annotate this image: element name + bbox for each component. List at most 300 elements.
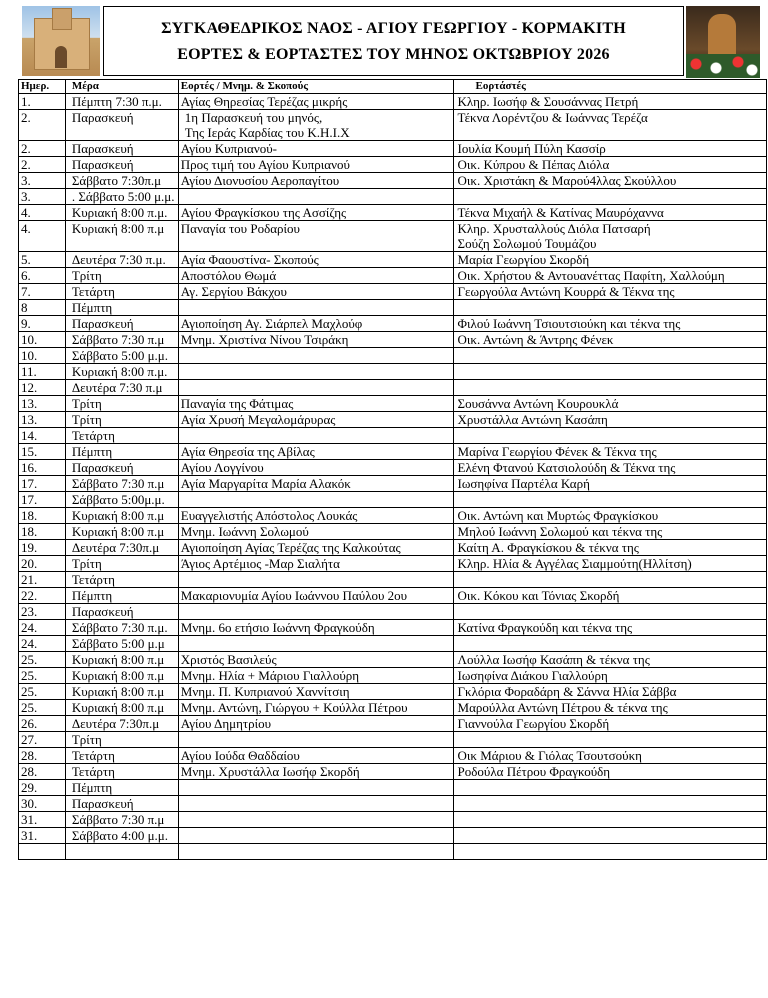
row-feast-text: Παναγία της Φάτιμας bbox=[180, 396, 294, 411]
row-day-number bbox=[19, 316, 66, 332]
row-feast bbox=[178, 412, 453, 428]
row-day-number bbox=[19, 604, 66, 620]
row-day-number bbox=[19, 748, 66, 764]
table-row bbox=[19, 652, 767, 668]
row-feast bbox=[178, 252, 453, 268]
row-weekday-time bbox=[65, 732, 178, 748]
row-feast-text: Άγιος Αρτέμιος -Μαρ Σιαλήτα bbox=[180, 556, 340, 571]
row-weekday-time-text: Τετάρτη bbox=[71, 572, 115, 587]
row-weekday-time bbox=[65, 141, 178, 157]
row-celebrants bbox=[453, 444, 766, 460]
row-day-number bbox=[19, 524, 66, 540]
row-celebrants-text: Οικ. Αντώνη & Άντρης Φένεκ bbox=[457, 332, 614, 347]
row-feast bbox=[178, 828, 453, 844]
table-row bbox=[19, 732, 767, 748]
row-weekday-time-text: Παρασκευή bbox=[71, 157, 134, 172]
row-celebrants bbox=[453, 572, 766, 588]
row-weekday-time bbox=[65, 157, 178, 173]
row-feast bbox=[178, 316, 453, 332]
row-feast-text: Μνημ. Χριστίνα Νίνου Τσιράκη bbox=[180, 332, 349, 347]
row-celebrants bbox=[453, 700, 766, 716]
row-day-number bbox=[19, 221, 66, 252]
church-tower-icon bbox=[52, 8, 72, 30]
row-celebrants bbox=[453, 764, 766, 780]
row-celebrants bbox=[453, 652, 766, 668]
row-weekday-time-text: Πέμπτη bbox=[71, 444, 113, 459]
row-weekday-time bbox=[65, 476, 178, 492]
row-weekday-time-text: Παρασκευή bbox=[71, 604, 134, 619]
row-celebrants bbox=[453, 620, 766, 636]
row-day-number-text: 28. bbox=[21, 748, 38, 763]
table-row bbox=[19, 604, 767, 620]
row-day-number-text: 22. bbox=[21, 588, 38, 603]
row-feast-text: Αγιοποίηση Αγίας Τερέζας της Καλκούτας bbox=[180, 540, 401, 555]
row-feast bbox=[178, 444, 453, 460]
row-day-number-text: 24. bbox=[21, 620, 38, 635]
row-feast bbox=[178, 221, 453, 252]
row-feast-text: Παναγία του Ροδαρίου bbox=[180, 221, 300, 236]
row-feast bbox=[178, 524, 453, 540]
row-feast bbox=[178, 157, 453, 173]
row-feast bbox=[178, 636, 453, 652]
row-weekday-time bbox=[65, 332, 178, 348]
row-celebrants bbox=[453, 284, 766, 300]
row-weekday-time bbox=[65, 844, 178, 860]
row-feast bbox=[178, 189, 453, 205]
table-row bbox=[19, 508, 767, 524]
row-celebrants-text: Καίτη Α. Φραγκίσκου & τέκνα της bbox=[457, 540, 639, 555]
row-weekday-time-text: Σάββατο 7:30π.μ bbox=[71, 173, 162, 188]
table-row bbox=[19, 396, 767, 412]
row-day-number-text: 18. bbox=[21, 508, 38, 523]
row-feast bbox=[178, 668, 453, 684]
row-weekday-time bbox=[65, 588, 178, 604]
row-day-number bbox=[19, 652, 66, 668]
row-day-number-text: 19. bbox=[21, 540, 38, 555]
row-day-number-text: 4. bbox=[21, 221, 31, 236]
row-day-number-text: 1. bbox=[21, 94, 31, 109]
row-feast bbox=[178, 364, 453, 380]
row-day-number-text: 13. bbox=[21, 412, 38, 427]
table-row bbox=[19, 428, 767, 444]
row-feast-text: Μνημ. Χρυστάλλα Ιωσήφ Σκορδή bbox=[180, 764, 360, 779]
table-row bbox=[19, 748, 767, 764]
row-day-number bbox=[19, 157, 66, 173]
row-day-number bbox=[19, 252, 66, 268]
row-day-number-text: 13. bbox=[21, 396, 38, 411]
row-weekday-time bbox=[65, 700, 178, 716]
row-celebrants-text: Μηλού Ιωάννη Σολωμού και τέκνα της bbox=[457, 524, 663, 539]
row-day-number-text: 8 bbox=[21, 300, 28, 315]
row-feast bbox=[178, 556, 453, 572]
row-celebrants bbox=[453, 492, 766, 508]
row-celebrants-text: Ιωσηφίνα Παρτέλα Καρή bbox=[457, 476, 590, 491]
row-celebrants-text: Κληρ. Ηλία & Αγγέλας Σιαμμούτη(Ηλλίτση) bbox=[457, 556, 692, 571]
row-celebrants bbox=[453, 508, 766, 524]
row-weekday-time-text: Πέμπτη bbox=[71, 780, 113, 795]
row-day-number bbox=[19, 764, 66, 780]
row-celebrants bbox=[453, 300, 766, 316]
row-weekday-time-text: Τρίτη bbox=[71, 396, 102, 411]
table-row bbox=[19, 332, 767, 348]
row-celebrants-text: Λούλλα Ιωσήφ Κασάπη & τέκνα της bbox=[457, 652, 650, 667]
row-weekday-time bbox=[65, 316, 178, 332]
row-weekday-time-text: Παρασκευή bbox=[71, 460, 134, 475]
row-weekday-time bbox=[65, 252, 178, 268]
row-day-number-text: 21. bbox=[21, 572, 38, 587]
row-weekday-time-text: Παρασκευή bbox=[71, 796, 134, 811]
row-feast bbox=[178, 588, 453, 604]
row-weekday-time-text: Σάββατο 5:00 μ.μ. bbox=[71, 348, 169, 363]
row-feast bbox=[178, 796, 453, 812]
row-feast-text: Αγίου Κυπριανού- bbox=[180, 141, 278, 156]
row-feast bbox=[178, 700, 453, 716]
row-day-number-text: 25. bbox=[21, 700, 38, 715]
row-day-number-text: 6. bbox=[21, 268, 31, 283]
table-row bbox=[19, 173, 767, 189]
table-row bbox=[19, 764, 767, 780]
row-celebrants bbox=[453, 348, 766, 364]
table-row bbox=[19, 380, 767, 396]
row-celebrants bbox=[453, 332, 766, 348]
row-feast bbox=[178, 205, 453, 221]
row-feast-text: Αποστόλου Θωμά bbox=[180, 268, 277, 283]
header-feast: Εορτές / Μνημ. & Σκοπούς bbox=[178, 80, 453, 94]
row-day-number bbox=[19, 556, 66, 572]
row-feast bbox=[178, 141, 453, 157]
row-weekday-time bbox=[65, 300, 178, 316]
row-weekday-time-text: Κυριακή 8:00 π.μ bbox=[71, 700, 165, 715]
row-feast bbox=[178, 604, 453, 620]
row-feast bbox=[178, 460, 453, 476]
row-celebrants bbox=[453, 540, 766, 556]
table-row bbox=[19, 268, 767, 284]
row-day-number bbox=[19, 380, 66, 396]
table-row bbox=[19, 221, 767, 252]
row-weekday-time-text: Κυριακή 8:00 π.μ bbox=[71, 508, 165, 523]
row-feast bbox=[178, 716, 453, 732]
row-celebrants-text: Οικ. Χρήστου & Αντουανέττας Παφίτη, Χαλλούμη bbox=[457, 268, 725, 283]
row-weekday-time bbox=[65, 540, 178, 556]
row-weekday-time bbox=[65, 748, 178, 764]
row-day-number-text: 3. bbox=[21, 189, 31, 204]
row-day-number bbox=[19, 476, 66, 492]
title-box bbox=[103, 6, 684, 76]
table-row bbox=[19, 572, 767, 588]
row-celebrants-text: Χρυστάλλα Αντώνη Κασάπη bbox=[457, 412, 608, 427]
row-feast-text: Αγία Χρυσή Μεγαλομάρυρας bbox=[180, 412, 336, 427]
row-celebrants-text: Κληρ. Χρυσταλλούς Διόλα Πατσαρή bbox=[457, 221, 651, 236]
row-weekday-time bbox=[65, 492, 178, 508]
row-day-number-text: 25. bbox=[21, 652, 38, 667]
row-day-number bbox=[19, 716, 66, 732]
row-celebrants-text: Κληρ. Ιωσήφ & Σουσάννας Πετρή bbox=[457, 94, 639, 109]
row-feast bbox=[178, 173, 453, 189]
row-feast-text: 1η Παρασκευή του μηνός, bbox=[184, 110, 323, 125]
row-celebrants bbox=[453, 716, 766, 732]
table-row bbox=[19, 141, 767, 157]
row-day-number-text: 25. bbox=[21, 668, 38, 683]
row-day-number-text: 27. bbox=[21, 732, 38, 747]
row-day-number bbox=[19, 492, 66, 508]
table-row bbox=[19, 556, 767, 572]
row-celebrants-text: Ιουλία Κουμή Πύλη Κασσίρ bbox=[457, 141, 606, 156]
row-weekday-time bbox=[65, 412, 178, 428]
row-celebrants-text: Μαρούλλα Αντώνη Πέτρου & τέκνα της bbox=[457, 700, 668, 715]
row-celebrants-text: Οικ. Αντώνη και Μυρτώς Φραγκίσκου bbox=[457, 508, 659, 523]
row-weekday-time bbox=[65, 189, 178, 205]
row-day-number-text: 23. bbox=[21, 604, 38, 619]
row-day-number-text: 17. bbox=[21, 492, 38, 507]
row-feast bbox=[178, 284, 453, 300]
row-celebrants-text: Τέκνα Λορέντζου & Ιωάννας Τερέζα bbox=[457, 110, 648, 125]
row-day-number bbox=[19, 444, 66, 460]
row-weekday-time bbox=[65, 828, 178, 844]
row-feast-text: Αγία Φαουστίνα- Σκοπούς bbox=[180, 252, 319, 267]
row-day-number bbox=[19, 332, 66, 348]
row-feast-text: Αγία Θηρεσία της Αβίλας bbox=[180, 444, 315, 459]
row-feast-text: Αγία Μαργαρίτα Μαρία Αλακόκ bbox=[180, 476, 351, 491]
row-feast bbox=[178, 620, 453, 636]
row-celebrants-text: Γκλόρια Φοραδάρη & Σάννα Ηλία Σάββα bbox=[457, 684, 677, 699]
table-row bbox=[19, 300, 767, 316]
table-row bbox=[19, 364, 767, 380]
row-celebrants bbox=[453, 189, 766, 205]
row-feast bbox=[178, 268, 453, 284]
row-feast-text: Αγ. Σεργίου Βάκχου bbox=[180, 284, 287, 299]
row-celebrants-text: Οικ. Χριστάκη & Μαρού4λλας Σκούλλου bbox=[457, 173, 677, 188]
row-feast bbox=[178, 844, 453, 860]
row-weekday-time bbox=[65, 524, 178, 540]
row-day-number-text: 2. bbox=[21, 141, 31, 156]
row-day-number bbox=[19, 94, 66, 110]
row-weekday-time bbox=[65, 428, 178, 444]
row-weekday-time-text: Κυριακή 8:00 π.μ. bbox=[71, 205, 168, 220]
row-celebrants bbox=[453, 828, 766, 844]
row-day-number bbox=[19, 205, 66, 221]
row-weekday-time-text: Κυριακή 8:00 π.μ bbox=[71, 652, 165, 667]
row-weekday-time bbox=[65, 110, 178, 141]
row-weekday-time-text: . Σάββατο 5:00 μ.μ. bbox=[71, 189, 175, 204]
header-num: Ημερ. bbox=[19, 80, 66, 94]
row-weekday-time-text: Δευτέρα 7:30π.μ bbox=[71, 540, 160, 555]
row-day-number-text: 5. bbox=[21, 252, 31, 267]
row-celebrants bbox=[453, 173, 766, 189]
row-feast bbox=[178, 110, 453, 141]
row-weekday-time bbox=[65, 812, 178, 828]
row-celebrants bbox=[453, 380, 766, 396]
header-day: Μέρα bbox=[65, 80, 178, 94]
row-weekday-time-text: Τετάρτη bbox=[71, 748, 115, 763]
row-day-number-text: 31. bbox=[21, 828, 38, 843]
schedule-table bbox=[18, 79, 767, 860]
row-weekday-time bbox=[65, 173, 178, 189]
table-header-row bbox=[19, 80, 767, 94]
row-weekday-time-text: Τετάρτη bbox=[71, 764, 115, 779]
row-celebrants bbox=[453, 524, 766, 540]
row-celebrants bbox=[453, 268, 766, 284]
table-row bbox=[19, 476, 767, 492]
table-row bbox=[19, 828, 767, 844]
row-celebrants-text: Μαρίνα Γεωργίου Φένεκ & Τέκνα της bbox=[457, 444, 657, 459]
row-weekday-time bbox=[65, 556, 178, 572]
row-day-number bbox=[19, 796, 66, 812]
row-celebrants bbox=[453, 205, 766, 221]
row-day-number-text: 12. bbox=[21, 380, 38, 395]
row-feast bbox=[178, 780, 453, 796]
row-celebrants bbox=[453, 668, 766, 684]
row-feast-text: Αγίου Λογγίνου bbox=[180, 460, 264, 475]
row-day-number bbox=[19, 572, 66, 588]
row-celebrants bbox=[453, 588, 766, 604]
row-weekday-time-text: Κυριακή 8:00 π.μ bbox=[71, 684, 165, 699]
table-row bbox=[19, 348, 767, 364]
table-row bbox=[19, 284, 767, 300]
row-day-number-text: 20. bbox=[21, 556, 38, 571]
row-feast bbox=[178, 94, 453, 110]
row-celebrants bbox=[453, 684, 766, 700]
row-celebrants-text: Τέκνα Μιχαήλ & Κατίνας Μαυρόχαννα bbox=[457, 205, 664, 220]
row-weekday-time-text: Σάββατο 5:00μ.μ. bbox=[71, 492, 165, 507]
row-day-number-text: 15. bbox=[21, 444, 38, 459]
row-day-number bbox=[19, 636, 66, 652]
row-feast bbox=[178, 652, 453, 668]
row-celebrants bbox=[453, 428, 766, 444]
table-row bbox=[19, 205, 767, 221]
row-celebrants-text: Οικ. Κόκου και Τόνιας Σκορδή bbox=[457, 588, 620, 603]
row-day-number bbox=[19, 812, 66, 828]
row-feast bbox=[178, 508, 453, 524]
row-day-number-text: 16. bbox=[21, 460, 38, 475]
row-feast-text: Μνημ. Αντώνη, Γιώργου + Κούλλα Πέτρου bbox=[180, 700, 408, 715]
row-celebrants bbox=[453, 412, 766, 428]
row-feast-text: Μακαριονυμία Αγίου Ιωάννου Παύλου 2ου bbox=[180, 588, 408, 603]
row-feast bbox=[178, 428, 453, 444]
table-row bbox=[19, 812, 767, 828]
row-day-number-text: 9. bbox=[21, 316, 31, 331]
row-weekday-time bbox=[65, 572, 178, 588]
title-line-1: ΣΥΓΚΑΘΕΔΡΙΚΟΣ ΝΑΟΣ - ΑΓΙΟΥ ΓΕΩΡΓΙΟΥ - ΚΟΡΜΑΚΙΤΗ bbox=[161, 20, 626, 37]
row-day-number bbox=[19, 284, 66, 300]
row-celebrants-text: Οικ Μάριου & Γιόλας Τσουτσούκη bbox=[457, 748, 642, 763]
row-feast bbox=[178, 732, 453, 748]
row-feast bbox=[178, 812, 453, 828]
table-row bbox=[19, 157, 767, 173]
row-day-number-text: 26. bbox=[21, 716, 38, 731]
row-celebrants bbox=[453, 364, 766, 380]
row-celebrants bbox=[453, 844, 766, 860]
row-weekday-time-text: Πέμπτη 7:30 π.μ. bbox=[71, 94, 162, 109]
row-weekday-time-text: Παρασκευή bbox=[71, 110, 134, 125]
church-door-icon bbox=[55, 46, 67, 68]
row-feast bbox=[178, 764, 453, 780]
row-day-number bbox=[19, 300, 66, 316]
row-feast-text: Προς τιμή του Αγίου Κυπριανού bbox=[180, 157, 350, 172]
row-weekday-time-text: Δευτέρα 7:30 π.μ bbox=[71, 380, 163, 395]
row-day-number-text: 17. bbox=[21, 476, 38, 491]
table-row bbox=[19, 492, 767, 508]
church-photo bbox=[22, 6, 100, 76]
row-celebrants-text: Οικ. Κύπρου & Πέπας Διόλα bbox=[457, 157, 610, 172]
row-weekday-time-text: Πέμπτη bbox=[71, 588, 113, 603]
row-day-number bbox=[19, 110, 66, 141]
row-feast bbox=[178, 332, 453, 348]
table-row bbox=[19, 444, 767, 460]
row-day-number-text: 28. bbox=[21, 764, 38, 779]
row-day-number bbox=[19, 700, 66, 716]
title-line-2: ΕΟΡΤΕΣ & ΕΟΡΤΑΣΤΕΣ ΤΟΥ ΜΗΝΟΣ ΟΚΤΩΒΡΙΟΥ 2026 bbox=[177, 46, 610, 63]
row-day-number-text: 7. bbox=[21, 284, 31, 299]
table-row bbox=[19, 620, 767, 636]
row-day-number bbox=[19, 428, 66, 444]
row-day-number-text: 10. bbox=[21, 348, 38, 363]
row-day-number bbox=[19, 588, 66, 604]
row-celebrants bbox=[453, 556, 766, 572]
row-feast bbox=[178, 396, 453, 412]
row-weekday-time bbox=[65, 94, 178, 110]
row-celebrants-text: Μαρία Γεωργίου Σκορδή bbox=[457, 252, 590, 267]
row-feast-text: Αγίου Δημητρίου bbox=[180, 716, 272, 731]
table-row bbox=[19, 668, 767, 684]
row-weekday-time bbox=[65, 620, 178, 636]
row-celebrants-text: Ελένη Φτανού Κατσιολούδη & Τέκνα της bbox=[457, 460, 676, 475]
row-weekday-time-text: Παρασκευή bbox=[71, 316, 134, 331]
row-weekday-time bbox=[65, 764, 178, 780]
row-celebrants bbox=[453, 812, 766, 828]
row-feast-text: Μνημ. 6ο ετήσιο Ιωάννη Φραγκούδη bbox=[180, 620, 375, 635]
row-day-number bbox=[19, 844, 66, 860]
table-row bbox=[19, 540, 767, 556]
table-row bbox=[19, 636, 767, 652]
row-weekday-time-text: Δευτέρα 7:30 π.μ. bbox=[71, 252, 166, 267]
row-weekday-time bbox=[65, 380, 178, 396]
row-weekday-time-text: Κυριακή 8:00 π.μ. bbox=[71, 364, 168, 379]
row-weekday-time-text: Παρασκευή bbox=[71, 141, 134, 156]
row-weekday-time-text: Σάββατο 7:30 π.μ. bbox=[71, 620, 168, 635]
row-weekday-time-text: Τρίτη bbox=[71, 556, 102, 571]
document-header bbox=[0, 0, 768, 80]
row-day-number bbox=[19, 173, 66, 189]
row-celebrants-text: Κατίνα Φραγκούδη και τέκνα της bbox=[457, 620, 633, 635]
row-celebrants-text: Γεωργούλα Αντώνη Κουρρά & Τέκνα της bbox=[457, 284, 675, 299]
row-celebrants bbox=[453, 796, 766, 812]
row-day-number bbox=[19, 668, 66, 684]
row-weekday-time-text: Σάββατο 7:30 π.μ bbox=[71, 476, 165, 491]
row-day-number-text: 2. bbox=[21, 157, 31, 172]
row-day-number bbox=[19, 412, 66, 428]
row-celebrants-text: Ιωσηφίνα Διάκου Γιαλλούρη bbox=[457, 668, 608, 683]
row-feast bbox=[178, 476, 453, 492]
row-feast-text: Αγίου Διονυσίου Αεροπαγίτου bbox=[180, 173, 340, 188]
table-row bbox=[19, 716, 767, 732]
row-feast bbox=[178, 572, 453, 588]
row-celebrants bbox=[453, 604, 766, 620]
table-row bbox=[19, 189, 767, 205]
table-row bbox=[19, 110, 767, 141]
row-day-number bbox=[19, 364, 66, 380]
row-feast-text: Αγίου Ιούδα Θαδδαίου bbox=[180, 748, 300, 763]
row-day-number bbox=[19, 780, 66, 796]
row-weekday-time-text: Σάββατο 7:30 π.μ bbox=[71, 812, 165, 827]
row-celebrants-text-line2: Σούζη Σολωμού Τουμάζου bbox=[457, 236, 597, 251]
row-day-number-text: 2. bbox=[21, 110, 31, 125]
row-weekday-time bbox=[65, 444, 178, 460]
row-weekday-time-text: Τρίτη bbox=[71, 268, 102, 283]
row-celebrants-text: Γιαννούλα Γεωργίου Σκορδή bbox=[457, 716, 610, 731]
row-celebrants-text: Φιλού Ιωάννη Τσιουτσιούκη και τέκνα της bbox=[457, 316, 681, 331]
row-feast bbox=[178, 684, 453, 700]
row-weekday-time-text: Τετάρτη bbox=[71, 428, 115, 443]
